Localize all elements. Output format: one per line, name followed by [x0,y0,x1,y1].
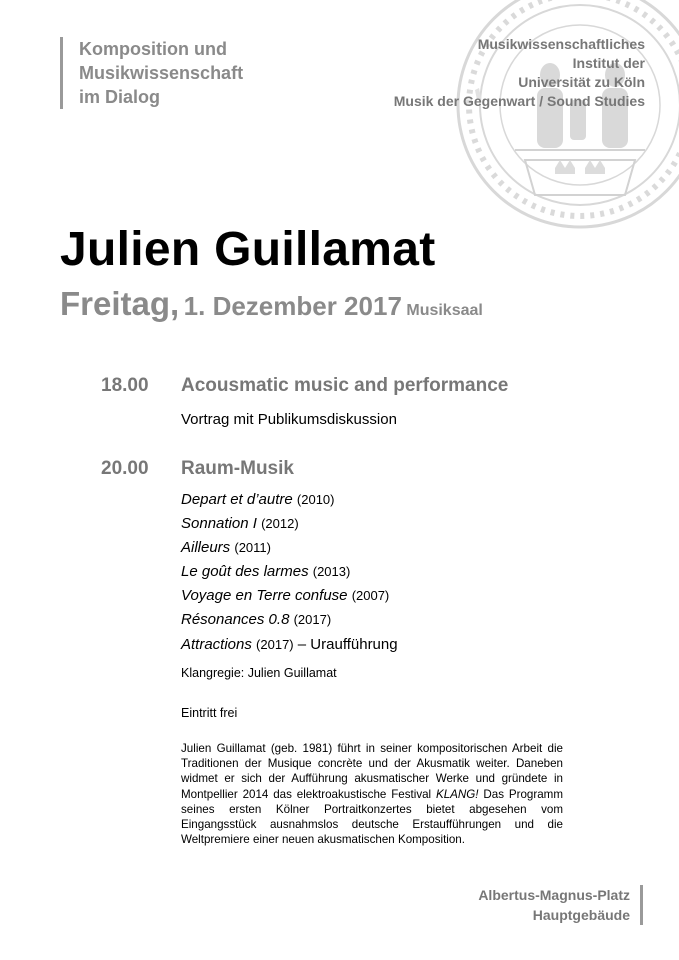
work-title: Le goût des larmes [181,563,309,581]
list-item [181,584,398,608]
series-line-1: Komposition und [79,39,227,59]
work-title: Résonances 0.8 [181,611,290,629]
bio-festival: KLANG! [436,787,479,801]
program-time-1: 18.00 [101,375,149,396]
list-item [181,560,398,584]
institute-line-2: Institut der [572,55,645,71]
list-item [181,512,398,536]
admission: Eintritt frei [181,706,238,720]
list-item [181,536,398,560]
institute-line-1: Musikwissenschaftliches [477,36,645,52]
event-date: 1. Dezember 2017 [183,291,402,321]
event-day: Freitag, [60,285,180,322]
institute-line-4: Musik der Gegenwart / Sound Studies [393,93,645,109]
event-title: Julien Guillamat [60,223,436,276]
institute-line-3: Universität zu Köln [518,74,645,90]
work-title: Depart et d’autre [181,491,293,508]
work-year: (2017) [293,612,332,628]
series-line-2: Musikwissenschaft [79,63,244,83]
bio-text-2: Das Programm seines ersten Kölner Portraitkonzertes bietet abgesehen vom Eingangsstück ausnahmslos deutsche Erstaufführungen und die Weltpremiere einer neuen akusmatischen Komposition. [181,787,563,847]
program-time-2: 20.00 [101,458,149,479]
address-line-2: Hauptgebäude [532,907,630,923]
series-line-3: im Dialog [79,87,161,107]
list-item [181,633,398,657]
work-year: (2017) [256,636,294,652]
works-list [181,488,398,657]
list-item [181,488,398,512]
address-line-1: Albertus-Magnus-Platz [478,887,630,903]
work-title: Ailleurs [181,539,231,557]
work-year: (2010) [296,492,335,507]
work-year: (2013) [312,564,351,580]
venue-address [478,885,643,925]
work-title: Voyage en Terre confuse [181,587,348,605]
work-title: Attractions [181,635,252,653]
work-year: (2007) [351,588,390,604]
work-note: – Uraufführung [293,635,398,653]
sound-direction: Klangregie: Julien Guillamat [181,666,337,680]
program-subtitle-1: Vortrag mit Publikumsdiskussion [181,411,397,428]
work-title: Sonnation I [181,515,257,533]
institute-label [394,35,645,111]
work-year: (2012) [261,516,299,532]
program-title-1: Acousmatic music and performance [181,375,509,396]
list-item [181,608,398,632]
bio-text-1: Julien Guillamat (geb. 1981) führt in seiner kompositorischen Arbeit die Traditionen der Musique concrète und der Akusmatik weiter. Daneben widmet er sich der Aufführung akusmatischer Werke und gründete in Montpellier 2014 das elektroakustische Festival [181,742,563,801]
series-label [60,37,243,109]
program-title-2: Raum-Musik [181,458,294,479]
event-date-line [60,285,483,323]
event-room: Musiksaal [406,302,483,319]
work-year: (2011) [234,540,271,556]
bio-paragraph [181,741,563,847]
